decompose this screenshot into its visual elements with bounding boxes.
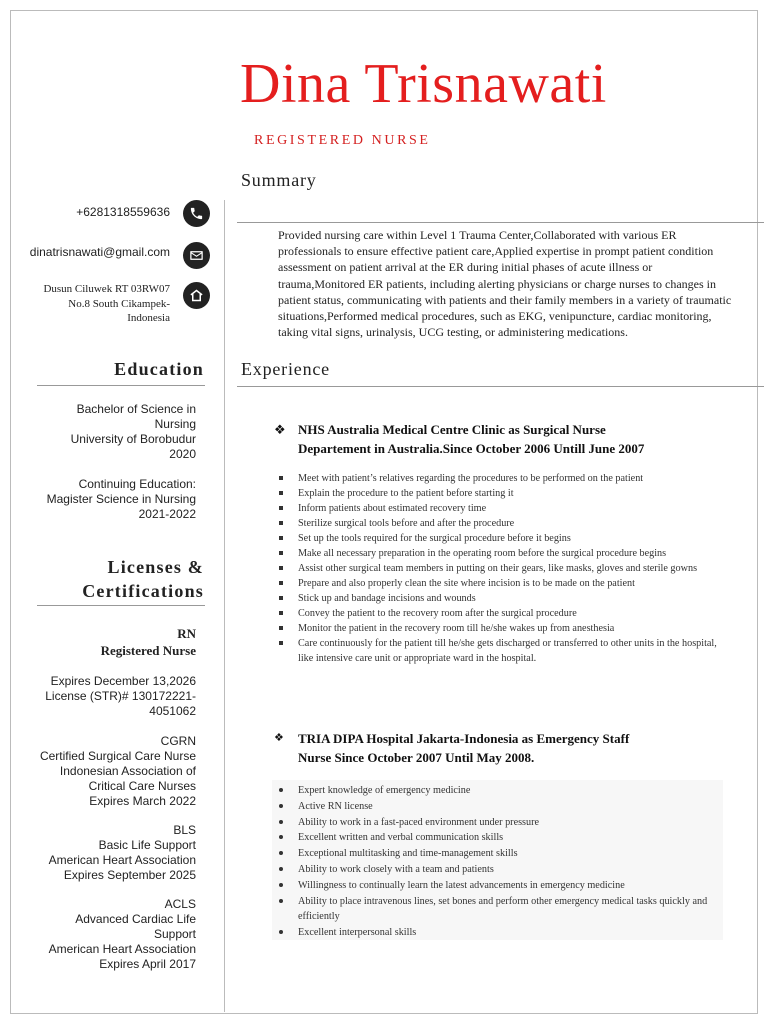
list-item: Prepare and also properly clean the site where incision is to be made on the patient <box>278 576 722 591</box>
education-entry-2: Continuing Education: Magister Science in Nursing 2021-2022 <box>46 477 196 521</box>
summary-rule <box>237 222 764 223</box>
diamond-bullet-icon: ❖ <box>274 732 284 744</box>
contact-email[interactable]: dinatrisnawati@gmail.com <box>29 245 170 259</box>
candidate-name: Dina Trisnawati <box>240 53 607 115</box>
license-cgrn: CGRN Certified Surgical Care Nurse Indonesian Association of Critical Care Nurses Expires March 2022 <box>39 734 196 808</box>
home-icon <box>183 282 210 309</box>
list-item: Ability to work closely with a team and patients <box>278 862 722 878</box>
diamond-bullet-icon: ❖ <box>274 422 286 437</box>
list-item: Ability to place intravenous lines, set bones and perform other emergency medical tasks quickly and efficiently <box>278 894 722 926</box>
license-bls: BLS Basic Life Support American Heart Association Expires September 2025 <box>48 823 196 882</box>
licenses-heading: Licenses & Certifications <box>82 557 204 601</box>
education-heading: Education <box>114 359 204 379</box>
list-item: Willingness to continually learn the latest advancements in emergency medicine <box>278 878 722 894</box>
job-1-duties <box>278 471 722 666</box>
list-item: Ability to work in a fast-paced environment under pressure <box>278 815 722 831</box>
license-rn-details: Expires December 13,2026 License (STR)# 130172221- 4051062 <box>45 674 196 718</box>
list-item: Expert knowledge of emergency medicine <box>278 783 722 799</box>
phone-icon <box>183 200 210 227</box>
column-divider <box>224 200 225 1012</box>
list-item: Convey the patient to the recovery room after the surgical procedure <box>278 606 722 621</box>
list-item: Care continuously for the patient till he/she gets discharged or transferred to other units in the hospital, like intensive care unit or appropriate ward in the hospital. <box>278 636 722 666</box>
education-rule <box>37 385 205 386</box>
list-item: Exceptional multitasking and time-management skills <box>278 846 722 862</box>
job-2-skills <box>278 783 722 941</box>
experience-heading: Experience <box>241 359 330 379</box>
experience-rule <box>237 386 764 387</box>
contact-phone[interactable]: +6281318559636 <box>76 205 170 219</box>
job-2-title: TRIA DIPA Hospital Jakarta-Indonesia as Emergency Staff Nurse Since October 2007 Until May 2008. <box>298 731 630 765</box>
list-item: Excellent interpersonal skills <box>278 925 722 941</box>
list-item: Monitor the patient in the recovery room till he/she wakes up from anesthesia <box>278 621 722 636</box>
summary-text: Provided nursing care within Level 1 Trauma Center,Collaborated with various ER professionals to ensure effective patient care,Applied expertise in prompt patient condition assessment on patient arrival at the ER during initial phases of acute illness or trauma,Monitored ER patients, including alerting physicians or charge nurses to changes in patient status, communicating with patients and their family members in a variety of traumatic situations,Performed medical procedures, such as EKG, venipuncture, cardiac monitoring, taking vital signs, urinalysis, UCG testing, or administering medications. <box>278 228 732 340</box>
list-item: Inform patients about estimated recovery time <box>278 501 722 516</box>
list-item: Make all necessary preparation in the operating room before the surgical procedure begins <box>278 546 722 561</box>
list-item: Sterilize surgical tools before and after the procedure <box>278 516 722 531</box>
list-item: Stick up and bandage incisions and wounds <box>278 591 722 606</box>
list-item: Meet with patient’s relatives regarding the procedures to be performed on the patient <box>278 471 722 486</box>
license-rn: RN Registered Nurse <box>100 626 196 658</box>
list-item: Set up the tools required for the surgical procedure before it begins <box>278 531 722 546</box>
list-item: Excellent written and verbal communication skills <box>278 830 722 846</box>
list-item: Assist other surgical team members in putting on their gears, like masks, gloves and sterile gowns <box>278 561 722 576</box>
contact-address: Dusun Ciluwek RT 03RW07 No.8 South Cikampek- Indonesia <box>43 283 170 324</box>
candidate-role: REGISTERED NURSE <box>254 133 431 148</box>
envelope-icon <box>183 242 210 269</box>
education-entry-1: Bachelor of Science in Nursing University of Borobudur 2020 <box>70 402 196 461</box>
summary-heading: Summary <box>241 170 317 190</box>
list-item: Explain the procedure to the patient before starting it <box>278 486 722 501</box>
job-1-title: NHS Australia Medical Centre Clinic as Surgical Nurse Departement in Australia.Since October 2006 Untill June 2007 <box>298 422 645 456</box>
list-item: Active RN license <box>278 799 722 815</box>
license-acls: ACLS Advanced Cardiac Life Support American Heart Association Expires April 2017 <box>48 897 196 971</box>
licenses-rule <box>37 605 205 606</box>
